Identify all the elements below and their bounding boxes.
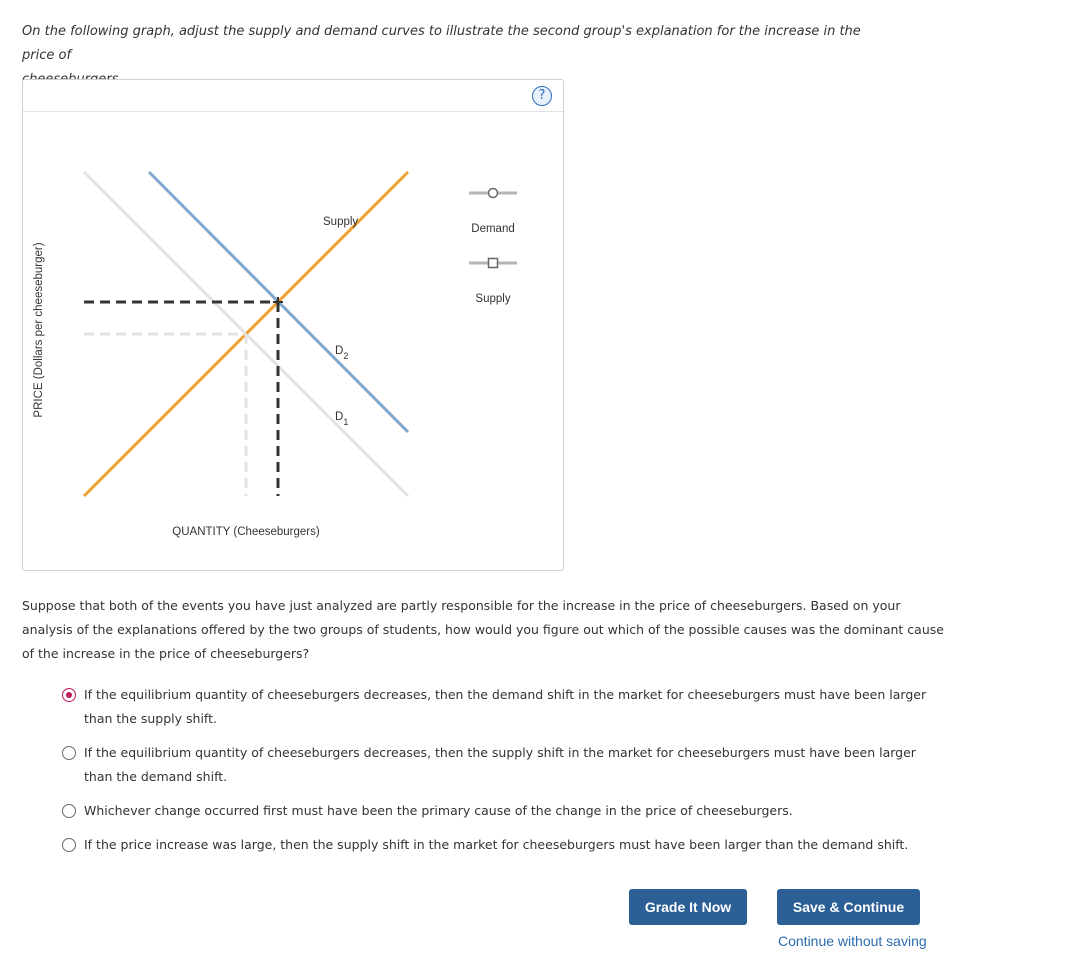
legend-supply-tool[interactable] [469,259,517,268]
radio-button-selected[interactable] [62,688,76,702]
answer-option-text: Whichever change occurred first must have been the primary cause of the change in the price of cheeseburgers. [84,803,793,818]
answer-option-4[interactable] [62,833,932,857]
legend-supply-label: Supply [475,293,511,305]
supply-tool-square-icon [489,259,498,268]
d1-label-letter: D [335,411,344,423]
radio-button[interactable] [62,804,76,818]
graph-panel [22,79,564,571]
y-axis-label: PRICE (Dollars per cheeseburger) [33,242,45,418]
graph-canvas [23,80,563,570]
answer-option-text: If the price increase was large, then the supply shift in the market for cheeseburgers must have been larger than the demand shift. [84,837,909,852]
answer-option-3[interactable] [62,799,932,823]
radio-button[interactable] [62,746,76,760]
continue-without-saving-link[interactable]: Continue without saving [778,933,927,949]
answer-option-1[interactable] [62,683,932,731]
legend-demand-label: Demand [471,223,515,235]
answer-option-text: If the equilibrium quantity of cheeseburgers decreases, then the demand shift in the market for cheeseburgers must have been larger than the supply shift. [84,687,927,726]
d2-label-subscript: 2 [343,351,349,361]
legend-demand-tool[interactable] [469,189,517,198]
demand-tool-circle-icon [489,189,498,198]
x-axis-label: QUANTITY (Cheeseburgers) [172,526,320,538]
help-icon[interactable]: ? [532,86,552,106]
d2-label-letter: D [335,345,344,357]
radio-button[interactable] [62,838,76,852]
supply-curve-label: Supply [323,216,359,228]
question-text: Suppose that both of the events you have just analyzed are partly responsible for the increase in the price of cheeseburgers. Based on your analysis of the explanations offered by the two groups of students, how would you figure out which of the possible causes was the dominant cause of the increase in the price of cheeseburgers? [22,598,944,661]
d1-label-subscript: 1 [343,417,349,427]
save-and-continue-button[interactable]: Save & Continue [777,889,920,925]
grade-it-now-button[interactable]: Grade It Now [629,889,747,925]
instructions-line-1: On the following graph, adjust the supply and demand curves to illustrate the second group's explanation for the increase in the price of [22,24,861,63]
answer-option-2[interactable] [62,741,932,789]
answer-option-text: If the equilibrium quantity of cheeseburgers decreases, then the supply shift in the market for cheeseburgers must have been larger than the demand shift. [84,745,916,784]
